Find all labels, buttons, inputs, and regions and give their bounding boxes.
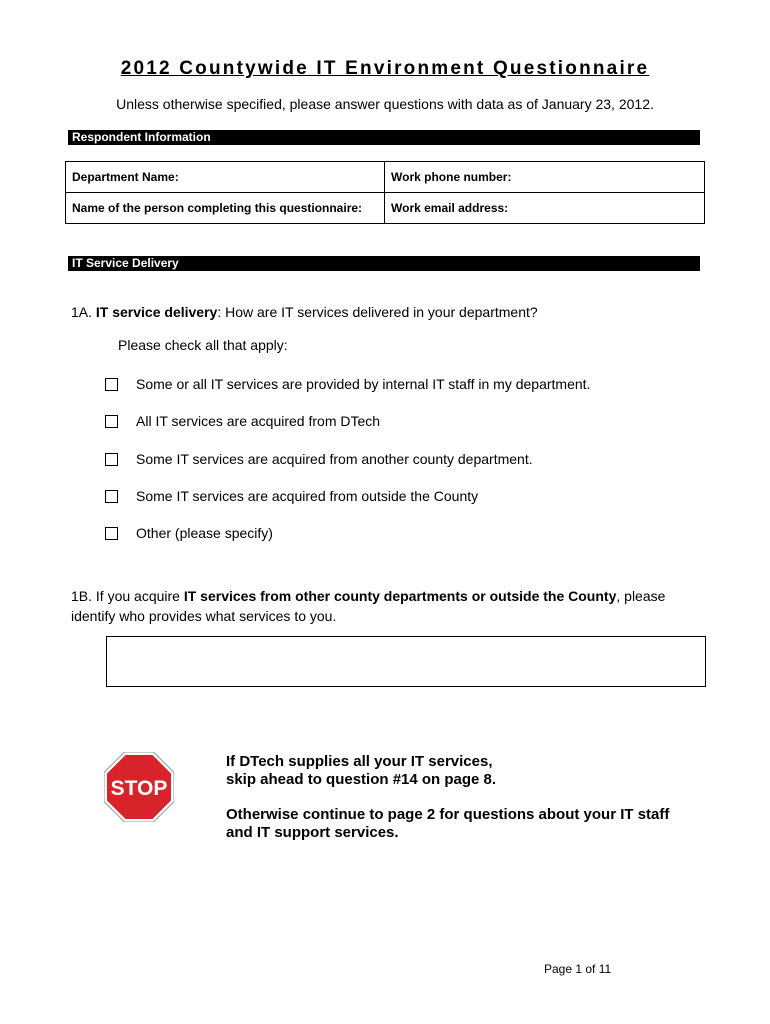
department-name-field[interactable] xyxy=(66,162,385,193)
question-1b-prefix: 1B. If you acquire xyxy=(71,588,184,604)
option-label: Some or all IT services are provided by internal IT staff in my department. xyxy=(136,376,591,392)
page-number: Page 1 of 11 xyxy=(544,962,612,976)
person-name-label: Name of the person completing this questionnaire: xyxy=(72,201,363,215)
stop-sign-icon xyxy=(104,752,174,822)
subtitle: Unless otherwise specified, please answer questions with data as of January 23, 2012. xyxy=(116,96,654,112)
service-delivery-section-header: IT Service Delivery xyxy=(68,256,700,271)
question-1a xyxy=(71,302,538,322)
stop-line-4: and IT support services. xyxy=(226,824,399,841)
checkbox[interactable] xyxy=(105,453,118,466)
option-outside-county[interactable] xyxy=(105,486,478,506)
question-1b xyxy=(71,586,691,626)
checkbox[interactable] xyxy=(105,527,118,540)
option-label: Some IT services are acquired from another county department. xyxy=(136,451,533,467)
option-label: All IT services are acquired from DTech xyxy=(136,413,381,429)
option-all-dtech[interactable] xyxy=(105,411,380,431)
page-title: 2012 Countywide IT Environment Questionnaire xyxy=(120,58,650,79)
question-1b-suffix: , please xyxy=(616,588,666,604)
option-other[interactable] xyxy=(105,523,273,543)
checkbox[interactable] xyxy=(105,378,118,391)
stop-instructions xyxy=(226,753,669,842)
question-1a-number: 1A. xyxy=(71,304,96,320)
option-other-department[interactable] xyxy=(105,449,533,469)
work-email-field[interactable] xyxy=(385,193,705,224)
respondent-section-header: Respondent Information xyxy=(68,130,700,145)
work-phone-field[interactable] xyxy=(385,162,705,193)
work-email-label: Work email address: xyxy=(391,201,509,215)
checkbox[interactable] xyxy=(105,490,118,503)
question-1b-line2: identify who provides what services to you. xyxy=(71,608,337,624)
checkbox[interactable] xyxy=(105,415,118,428)
question-1a-text: : How are IT services delivered in your department? xyxy=(217,304,538,320)
stop-line-1: If DTech supplies all your IT services, xyxy=(226,753,493,770)
department-name-label: Department Name: xyxy=(72,170,179,184)
question-1a-topic: IT service delivery xyxy=(95,304,218,320)
respondent-table xyxy=(65,161,705,224)
option-label: Other (please specify) xyxy=(136,525,273,541)
check-all-instruction: Please check all that apply: xyxy=(118,337,288,353)
person-name-field[interactable] xyxy=(66,193,385,224)
stop-sign-text: STOP xyxy=(110,777,168,800)
question-1b-answer-box[interactable] xyxy=(106,636,706,687)
option-internal-staff[interactable] xyxy=(105,374,590,394)
question-1b-topic: IT services from other county departments or outside the County xyxy=(183,588,617,604)
work-phone-label: Work phone number: xyxy=(391,170,512,184)
stop-line-2: skip ahead to question #14 on page 8. xyxy=(226,771,497,788)
option-label: Some IT services are acquired from outside the County xyxy=(136,488,479,504)
stop-line-3: Otherwise continue to page 2 for questions about your IT staff xyxy=(226,806,670,823)
